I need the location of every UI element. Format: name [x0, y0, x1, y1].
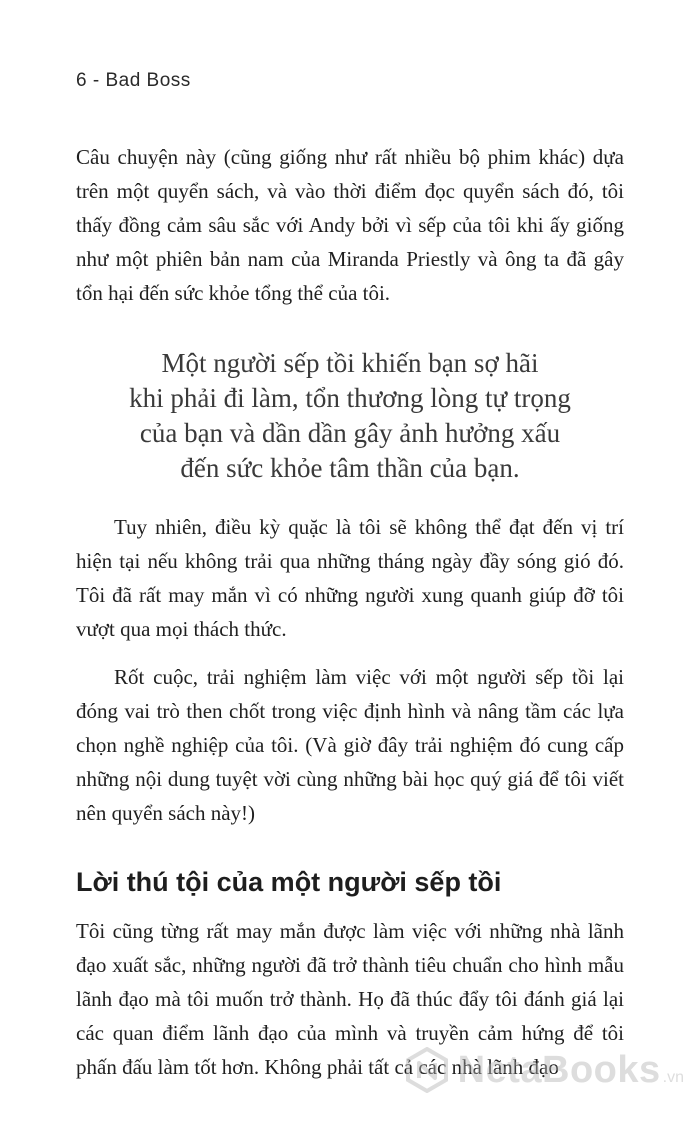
running-header: 6 - Bad Boss — [76, 70, 191, 91]
watermark-brand: NetaBooks — [457, 1048, 661, 1091]
section-heading: Lời thú tội của một người sếp tồi — [76, 867, 502, 897]
paragraph-4: Tôi cũng từng rất may mắn được làm việc với những nhà lãnh đạo xuất sắc, những người đã trở thành tiêu chuẩn cho hình mẫu lãnh đạo mà tôi muốn trở thành. Họ đã thúc đẩy tôi đánh giá lại các quan điểm lãnh đạo của mình và truyền cảm hứng để tôi phấn đấu làm tốt hơn. Không phải tất cả các nhà lãnh đạo — [76, 919, 624, 1079]
pull-quote-line-4: đến sức khỏe tâm thần của bạn. — [180, 453, 520, 483]
pull-quote-line-3: của bạn và dần dần gây ảnh hưởng xấu — [139, 418, 561, 448]
watermark — [404, 1047, 684, 1093]
netabooks-logo-icon — [404, 1047, 450, 1093]
pull-quote-line-1: Một người sếp tồi khiến bạn sợ hãi — [161, 348, 539, 378]
pull-quote — [86, 346, 614, 486]
paragraph-2: Tuy nhiên, điều kỳ quặc là tôi sẽ không thể đạt đến vị trí hiện tại nếu không trải qua những tháng ngày đầy sóng gió đó. Tôi đã rất may mắn vì có những người xung quanh giúp đỡ tôi vượt qua mọi thách thức. — [76, 515, 624, 641]
page-content — [76, 140, 624, 1084]
watermark-suffix: .vn — [662, 1069, 684, 1086]
paragraph-3: Rốt cuộc, trải nghiệm làm việc với một người sếp tồi lại đóng vai trò then chốt trong việc định hình và nâng tầm các lựa chọn nghề nghiệp của tôi. (Và giờ đây trải nghiệm đó cung cấp những nội dung tuyệt vời cùng những bài học quý giá để tôi viết nên quyển sách này!) — [76, 665, 624, 825]
pull-quote-line-2: khi phải đi làm, tổn thương lòng tự trọng — [129, 383, 571, 413]
paragraph-1: Câu chuyện này (cũng giống như rất nhiều bộ phim khác) dựa trên một quyển sách, và vào thời điểm đọc quyển sách đó, tôi thấy đồng cảm sâu sắc với Andy bởi vì sếp của tôi khi ấy giống như một phiên bản nam của Miranda Priestly và ông ta đã gây tổn hại đến sức khỏe tổng thể của tôi. — [76, 145, 624, 305]
